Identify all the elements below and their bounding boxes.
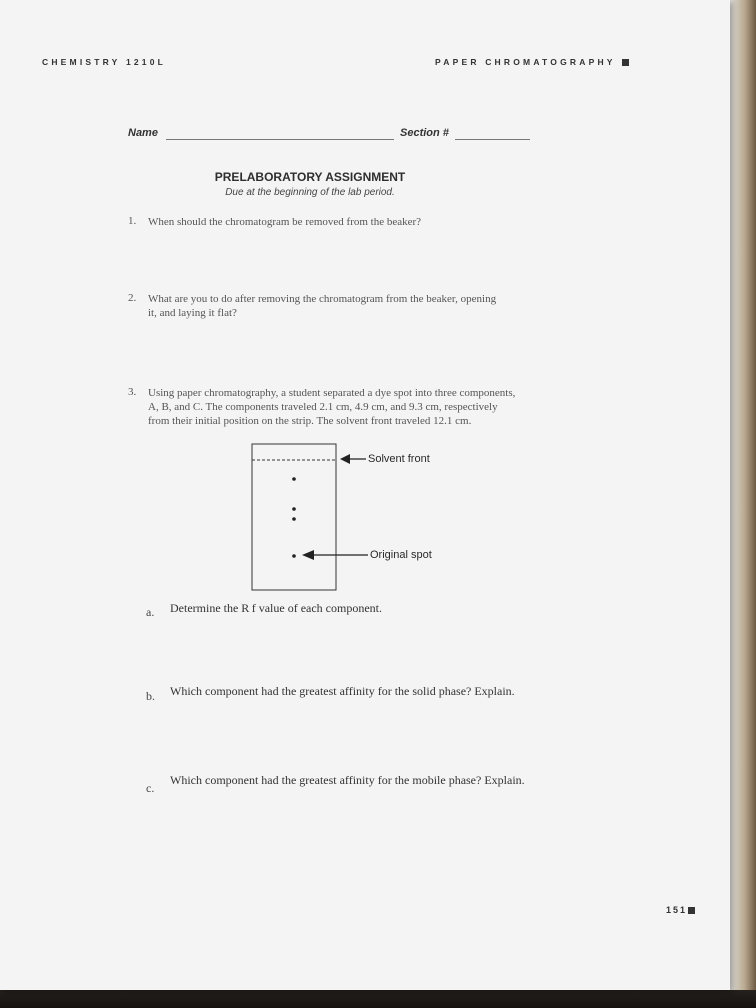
- original-spot-arrow: [302, 550, 368, 560]
- question-3-line: from their initial position on the strip. The solvent front traveled 12.1 cm.: [148, 415, 472, 427]
- subquestion-b-label: b.: [146, 689, 155, 703]
- name-field[interactable]: [166, 139, 394, 140]
- name-label: Name: [128, 127, 158, 139]
- question-2-line: it, and laying it flat?: [148, 307, 237, 319]
- question-3-text: [148, 386, 515, 428]
- solvent-front-arrow: [340, 454, 366, 464]
- question-3-line: A, B, and C. The components traveled 2.1 cm, 4.9 cm, and 9.3 cm, respectively: [148, 401, 498, 413]
- question-2-text: [148, 292, 496, 320]
- question-3-number: 3.: [128, 386, 137, 398]
- assignment-title: PRELABORATORY ASSIGNMENT: [214, 170, 406, 184]
- question-1-line: When should the chromatogram be removed from the beaker?: [148, 216, 422, 228]
- question-3-line: Using paper chromatography, a student separated a dye spot into three components,: [148, 387, 516, 399]
- section-field[interactable]: [455, 139, 530, 140]
- chapter-header-text: PAPER CHROMATOGRAPHY: [435, 57, 616, 67]
- page-number: [666, 905, 695, 915]
- header-square-icon: [622, 59, 629, 66]
- subquestion-a-label: a.: [146, 605, 155, 619]
- subquestion-c-text: Which component had the greatest affinity for the mobile phase? Explain.: [170, 773, 525, 787]
- paper-strip: [252, 444, 336, 590]
- subquestion-b-text: Which component had the greatest affinity for the solid phase? Explain.: [170, 684, 515, 698]
- page-square-icon: [688, 907, 695, 914]
- page-stack-edge: [728, 0, 756, 990]
- original-spot: [292, 554, 296, 558]
- original-spot-label: Original spot: [370, 549, 432, 561]
- subquestion-c-label: c.: [146, 781, 155, 795]
- subquestion-a-text: Determine the R f value of each component.: [170, 601, 382, 615]
- question-2-number: 2.: [128, 292, 137, 304]
- question-1-number: 1.: [128, 215, 137, 227]
- question-1-text: [148, 215, 421, 229]
- question-2-line: What are you to do after removing the chromatogram from the beaker, opening: [148, 293, 497, 305]
- assignment-subtitle: Due at the beginning of the lab period.: [225, 187, 395, 198]
- component-a-spot: [292, 517, 296, 521]
- page-number-text: 151: [666, 905, 688, 915]
- component-c-spot: [292, 477, 296, 481]
- chapter-header: [435, 57, 629, 67]
- component-b-spot: [292, 507, 296, 511]
- section-label: Section #: [400, 127, 449, 139]
- solvent-front-label: Solvent front: [368, 453, 430, 465]
- course-header: CHEMISTRY 1210L: [42, 57, 167, 67]
- chromatogram-diagram: [240, 438, 480, 596]
